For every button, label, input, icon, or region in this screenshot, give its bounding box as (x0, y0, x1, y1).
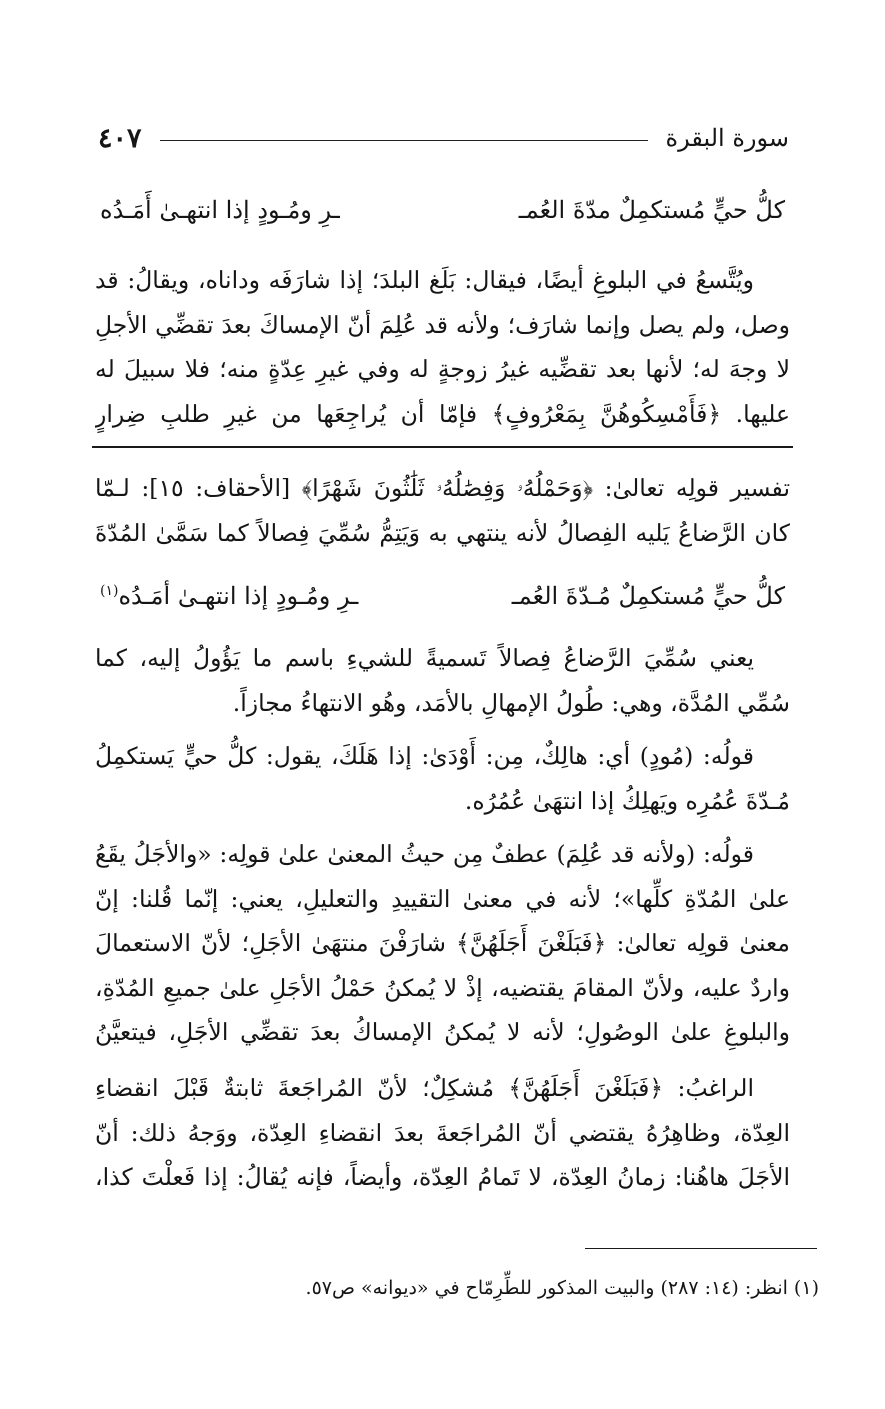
verse-second-hemistich (100, 582, 358, 610)
commentary-paragraph-2: يعني سُمِّيَ الرَّضاعُ فِصالاً تَسميةً للشيءِ باسم ما يَؤُولُ إليه، كما سُمِّي المُدَّة، وهي: طُولُ الإمهالِ بالأمَد، وهُو الانتهاءُ مجازاً. (95, 644, 790, 717)
footnote-divider (585, 1248, 817, 1249)
commentary-paragraph-4: قولُه: (ولأنه قد عُلِمَ) عطفٌ مِن حيثُ المعنىٰ علىٰ قولِه: «والأجَلُ يقَعُ علىٰ المُدّةِ كلِّها»؛ لأنه في معنىٰ التقييدِ والتعليلِ، يعني: إنّما قُلنا: إنّ معنىٰ قولِه تعالىٰ: ﴿فَبَلَغْنَ أَجَلَهُنَّ﴾ شارَفْنَ منتهَىٰ الأجَلِ؛ لأنّ الاستعمالَ واردٌ عليه، ولأنّ المقامَ يقتضيه، إذْ لا يُمكنُ حَمْلُ الأجَلِ علىٰ جميعِ المُدّةِ، والبلوغِ علىٰ الوصُولِ؛ لأنه لا يُمكنُ الإمساكُ بعدَ تقضِّي الأجَلِ، فيتعيَّنُ (95, 840, 790, 1046)
commentary-paragraph-3: قولُه: (مُودٍ) أي: هالِكٌ، مِن: أَوْدَىٰ: إذا هَلَكَ، يقول: كلُّ حيٍّ يَستكمِلُ مُـدّةَ عُمُرِه ويَهلِكُ إذا انتهَىٰ عُمُرُه. (95, 742, 790, 815)
verse-line-top (100, 188, 785, 232)
footnote-reference: (١) (100, 583, 119, 599)
header-rule (160, 140, 648, 141)
verse-first-hemistich: كلُّ حيٍّ مُستكمِلٌ مدّةَ العُمـ (518, 196, 785, 224)
footnote: (١) انظر: (١٤: ٢٨٧) والبيت المذكور للطِّرِمّاح في «ديوانه» ص٥٧. (305, 1277, 819, 1299)
commentary-paragraph-5: الراغبُ: ﴿فَبَلَغْنَ أَجَلَهُنَّ﴾ مُشكِلٌ؛ لأنّ المُراجَعةَ ثابتةٌ قَبْلَ انقضاءِ العِدّة، وظاهِرُهُ يقتضي أنّ المُراجَعةَ بعدَ انقضاءِ العِدّة، ووَجهُ ذلك: أنّ الأجَلَ هاهُنا: زمانُ العِدّة، لا تَمامُ العِدّة، وأيضاً، فإنه يُقالُ: إذا فَعلْتَ كذا، (95, 1074, 790, 1191)
verse-line-commentary (100, 574, 785, 618)
running-header (98, 118, 789, 158)
verse-first-hemistich: كلُّ حيٍّ مُستكمِلٌ مُـدّةَ العُمـ (511, 582, 785, 610)
verse-second-hemistich: ـرِ ومُـودٍ إذا انتهـىٰ أَمَـدُه (100, 196, 340, 224)
text-commentary-divider (92, 446, 793, 448)
page-number: ٤٠٧ (98, 122, 142, 154)
commentary-paragraph-1: تفسير قولِه تعالىٰ: ﴿وَحَمْلُهُۥ وَفِصَٰلُهُۥ ثَلَٰثُونَ شَهْرًا﴾ [الأحقاف: ١٥]: لـمّا كان الرَّضاعُ يَليه الفِصالُ لأنه ينتهي به وَيَتِمُّ سُمِّيَ فِصالاً كما سَمَّىٰ المُدّةَ (95, 474, 790, 547)
verse-second-text: ـرِ ومُـودٍ إذا انتهـىٰ أمَـدُه (118, 582, 359, 610)
main-text-paragraph: ويُتَّسعُ في البلوغِ أيضًا، فيقال: بَلَغ البلدَ؛ إذا شارَفَه وداناه، ويقالُ: قد وصل، ولم يصل وإنما شارَف؛ ولأنه قد عُلِمَ أنّ الإمساكَ بعدَ تقضِّي الأجلِ لا وجهَ له؛ لأنها بعد تقضِّيه غيرُ زوجةٍ له وفي غيرِ عِدّةٍ منه؛ فلا سبيلَ له عليها. ﴿فَأَمْسِكُوهُنَّ بِمَعْرُوفٍ﴾ فإمّا أن يُراجِعَها من غيرِ طلبِ ضِرارٍ (95, 266, 790, 428)
surah-title: سورة البقرة (665, 124, 789, 152)
